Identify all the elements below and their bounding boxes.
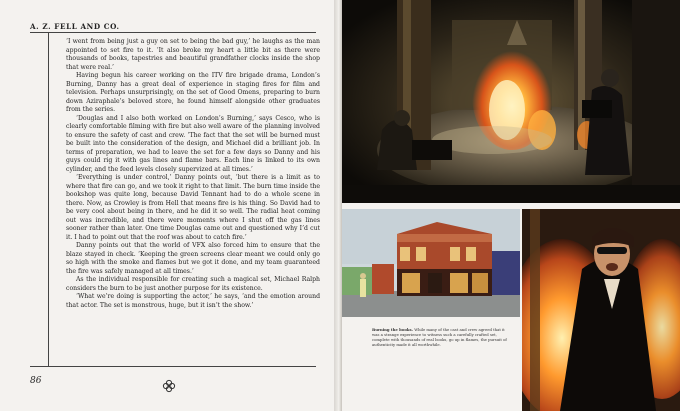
knot-ornament-icon <box>162 379 176 393</box>
paragraph: Danny points out that the world of VFX also forced him to ensure that the blaze stayed in check. ‘Keeping the green screens clear meant we could only go so high with the smoke and flames but we got it done, and my team guaranteed the fire was safely managed at all times.’ <box>66 242 320 275</box>
paragraph: ‘I went from being just a guy on set to being the bad guy,’ he laughs as the man appointed to set fire to it. ‘It also broke my heart a little bit as there were thousands of books, tapestries and beautiful grandfather clocks inside the shop that were real.’ <box>66 38 320 71</box>
page-number: 86 <box>30 376 42 386</box>
caption-text: While many of the cast and crew agreed that it was a strange experience to witness such a carefully crafted set, complete with thousands of real books, go up in flames, the pursuit of authenticity made it all worthwhile. <box>372 327 507 348</box>
caption-lead: Burning the books. <box>372 327 413 332</box>
bookshop-exterior-photo <box>342 209 520 317</box>
header-rule <box>30 32 316 33</box>
article-body <box>66 38 320 311</box>
book-spine <box>334 0 342 411</box>
paragraph: ‘Everything is under control,’ Danny points out, ‘but there is a limit as to where that fire can go, and we took it right to that limit. The burn time inside the bookshop was quite long, because David Tennant had to do a whole scene in there. Now, as Crowley is from Hell that means fire is his thing. So David had to be very cool about being in there, and he did it so well. The radial heat coming out was incredible, and there were moments where I shut off the gas lines sooner rather than later. One time Douglas came out and questioned why I’d cut it. I had to point out that the roof was about to catch fire.’ <box>66 174 321 241</box>
paragraph: ‘What we’re doing is supporting the actor,’ he says, ‘and the emotion around that actor. The set is monstrous, huge, but it isn’t the show.’ <box>66 293 320 309</box>
footer-rule <box>30 366 316 367</box>
film-set-fire-photo <box>342 0 680 203</box>
left-rule <box>48 32 49 367</box>
running-head: A. Z. FELL AND CO. <box>30 22 120 31</box>
paragraph: Having begun his career working on the ITV fire brigade drama, London’s Burning, Danny has a great deal of experience in staging fires for film and television. Perhaps unsurprisingly, on the set of Good Omens, preparing to burn down Aziraphale’s beloved store, he found himself alongside other graduates from the series. <box>66 72 320 114</box>
paragraph: ‘Douglas and I also both worked on London’s Burning,’ says Cesco, who is clearly comfortable filming with fire but also well aware of the planning involved to ensure the safety of cast and crew. ‘The fact that the set will be burned must be built into the consideration of the design, and Michael did a brilliant job. In terms of preparation, we had to leave the set for a few days so Danny and his guys could rig it with gas lines and flame bars. Each line is linked to its own cylinder, and the feed levels closely supervized at all times.’ <box>66 114 320 173</box>
crowley-fire-photo <box>522 209 680 411</box>
photo-caption <box>372 327 512 347</box>
paragraph: As the individual responsible for creating such a magical set, Michael Ralph considers the burn to be just another purpose for its existence. <box>66 276 320 292</box>
